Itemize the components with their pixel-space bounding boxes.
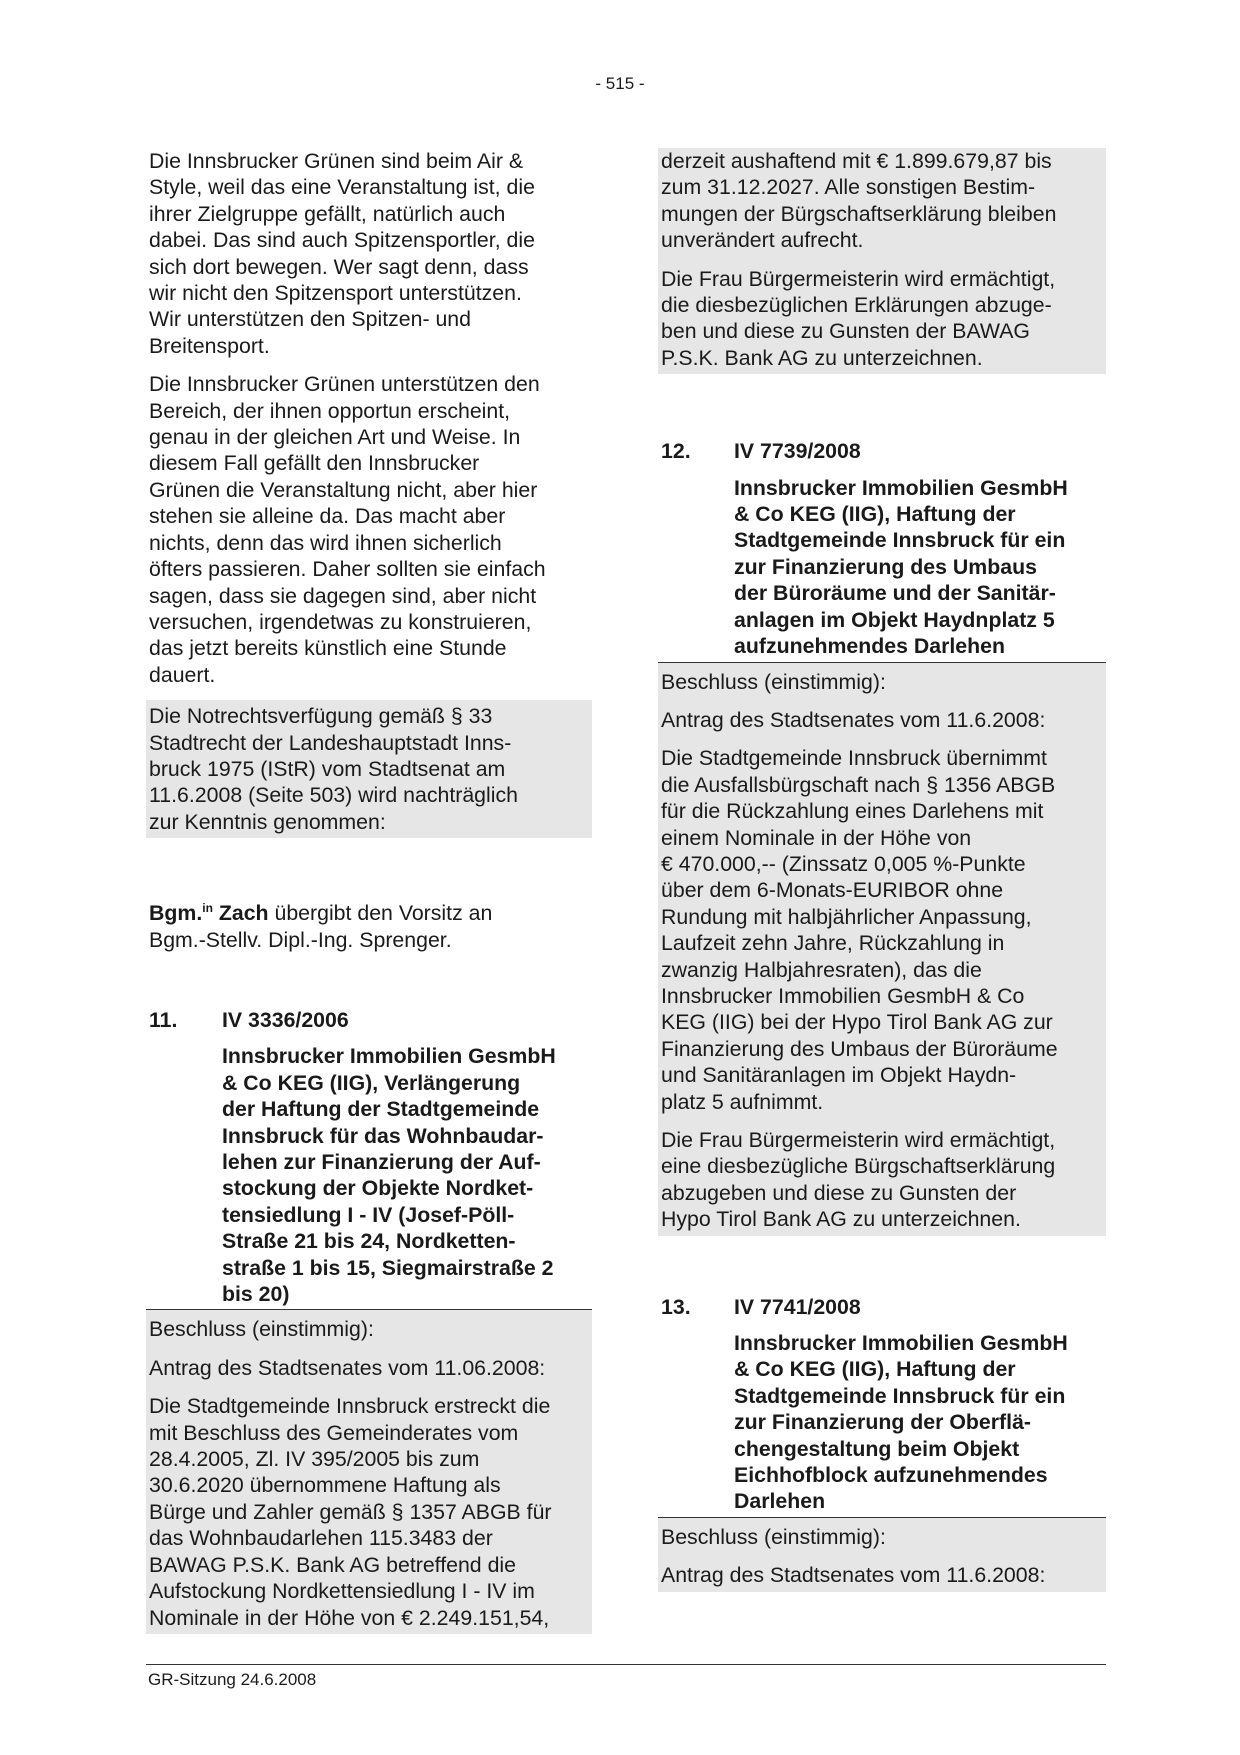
- item-11-head: [146, 1007, 592, 1033]
- item-12-decision-box: [658, 663, 1106, 1236]
- item-13-decision-box: [658, 1518, 1106, 1592]
- notrecht-box: [146, 700, 592, 838]
- item-13-head: [658, 1294, 1106, 1320]
- text-line: unverändert aufrecht.: [661, 228, 864, 253]
- text-line: Style, weil das eine Veranstaltung ist, die: [149, 175, 535, 200]
- text-line: das jetzt bereits künstlich eine Stunde: [149, 636, 507, 661]
- text-line: Nominale in der Höhe von € 2.249.151,54,: [149, 1605, 550, 1630]
- item-11: [146, 1007, 592, 1634]
- text-line: diesem Fall gefällt den Innsbrucker: [149, 451, 480, 476]
- text-line: stockung der Objekte Nordket-: [222, 1176, 534, 1201]
- text-line: Bürge und Zahler gemäß § 1357 ABGB für: [149, 1499, 552, 1524]
- text-line: für die Rückzahlung eines Darlehens mit: [661, 799, 1044, 824]
- text-line: zur Kenntnis genommen:: [149, 809, 386, 834]
- item-12-title: [658, 475, 1106, 663]
- text-line: nichts, denn das wird ihnen sicherlich: [149, 530, 502, 555]
- speech-paragraph-2: [146, 371, 592, 688]
- left-column: [146, 148, 592, 1634]
- handover-sup: in: [202, 901, 213, 916]
- text-line: Stadtrecht der Landeshauptstadt Inns-: [149, 730, 512, 755]
- text-line: Breitensport.: [149, 333, 270, 358]
- text-line: 28.4.2005, Zl. IV 395/2005 bis zum: [149, 1447, 480, 1472]
- right-column: [658, 148, 1106, 1592]
- text-line: zur Finanzierung der Oberflä-: [734, 1410, 1032, 1435]
- text-line: genau in der gleichen Art und Weise. In: [149, 425, 521, 450]
- text-line: Rundung mit halbjährlicher Anpassung,: [661, 904, 1032, 929]
- footer-rule: [146, 1664, 1106, 1665]
- item-13-title: [658, 1330, 1106, 1518]
- text-line: Die Stadtgemeinde Innsbruck übernimmt: [661, 746, 1047, 771]
- item-13-ref: IV 7741/2008: [734, 1294, 861, 1319]
- handover-name: Zach: [218, 901, 269, 926]
- handover-title: Bgm.: [149, 901, 203, 926]
- text-line: Innsbrucker Immobilien GesmbH: [734, 475, 1068, 500]
- text-line: Eichhofblock aufzunehmendes: [734, 1463, 1048, 1488]
- item-12: [658, 438, 1106, 1235]
- text-line: Stadtgemeinde Innsbruck für ein: [734, 528, 1066, 553]
- text-line: versuchen, irgendetwas zu konstruieren,: [149, 609, 532, 634]
- text-line: zwanzig Halbjahresraten), das die: [661, 957, 982, 982]
- text-line: dauert.: [149, 662, 216, 687]
- text-line: Innsbrucker Immobilien GesmbH: [222, 1044, 556, 1069]
- chair-handover: [146, 900, 592, 953]
- item-11-antrag: Antrag des Stadtsenates vom 11.06.2008:: [149, 1355, 546, 1380]
- text-line: Die Frau Bürgermeisterin wird ermächtigt,: [661, 1128, 1056, 1152]
- item-12-antrag: Antrag des Stadtsenates vom 11.6.2008:: [661, 707, 1046, 732]
- text-line: Darlehen: [734, 1489, 826, 1514]
- text-line: & Co KEG (IIG), Haftung der: [734, 502, 1016, 527]
- footer-session: GR-Sitzung 24.6.2008: [148, 1670, 317, 1689]
- item-11-text: [149, 1393, 589, 1631]
- text-line: Wir unterstützen den Spitzen- und: [149, 307, 471, 332]
- text-line: mit Beschluss des Gemeinderates vom: [149, 1420, 519, 1445]
- item-12-text: [661, 745, 1103, 1115]
- text-line: Grünen die Veranstaltung nicht, aber hier: [149, 477, 538, 502]
- text-line: P.S.K. Bank AG zu unterzeichnen.: [661, 345, 983, 370]
- item-11-beschluss: Beschluss (einstimmig):: [149, 1317, 374, 1342]
- item-11-ref: IV 3336/2006: [222, 1007, 349, 1032]
- handover-line2: Bgm.-Stellv. Dipl.-Ing. Sprenger.: [149, 927, 452, 952]
- continued-text-2: [661, 266, 1103, 372]
- text-line: Bereich, der ihnen opportun erscheint,: [149, 398, 511, 423]
- text-line: bis 20): [222, 1282, 290, 1307]
- item-11-title: [146, 1043, 592, 1310]
- item-13-number: 13.: [661, 1294, 691, 1319]
- text-line: zur Finanzierung des Umbaus: [734, 554, 1037, 579]
- text-line: stehen sie alleine da. Das macht aber: [149, 504, 506, 529]
- text-line: Innsbruck für das Wohnbaudar-: [222, 1123, 544, 1148]
- item-12-text-2: [661, 1127, 1103, 1233]
- text-line: und Sanitäranlagen im Objekt Haydn-: [661, 1063, 1017, 1088]
- text-line: Die Innsbrucker Grünen sind beim Air &: [149, 149, 524, 173]
- item-12-number: 12.: [661, 439, 691, 464]
- text-line: € 470.000,-- (Zinssatz 0,005 %-Punkte: [661, 851, 1026, 876]
- text-line: Laufzeit zehn Jahre, Rückzahlung in: [661, 931, 1005, 956]
- item-11-number: 11.: [149, 1007, 178, 1032]
- text-line: anlagen im Objekt Haydnplatz 5: [734, 607, 1055, 632]
- text-line: der Haftung der Stadtgemeinde: [222, 1097, 540, 1122]
- text-line: öfters passieren. Daher sollten sie einfach: [149, 557, 546, 582]
- text-line: 11.6.2008 (Seite 503) wird nachträglich: [149, 783, 518, 808]
- text-line: & Co KEG (IIG), Verlängerung: [222, 1070, 521, 1095]
- text-line: die Ausfallsbürgschaft nach § 1356 ABGB: [661, 772, 1056, 797]
- text-line: BAWAG P.S.K. Bank AG betreffend die: [149, 1552, 516, 1577]
- text-line: wir nicht den Spitzensport unterstützen.: [149, 281, 522, 306]
- handover-rest: übergibt den Vorsitz an: [274, 901, 493, 926]
- item-11-decision-box: [146, 1310, 592, 1633]
- text-line: der Büroräume und der Sanitär-: [734, 581, 1056, 606]
- text-line: Straße 21 bis 24, Nordketten-: [222, 1229, 516, 1254]
- continued-box: [658, 148, 1106, 374]
- text-line: & Co KEG (IIG), Haftung der: [734, 1357, 1016, 1382]
- text-line: dabei. Das sind auch Spitzensportler, die: [149, 228, 535, 253]
- text-line: die diesbezüglichen Erklärungen abzuge-: [661, 293, 1052, 318]
- item-13-antrag: Antrag des Stadtsenates vom 11.6.2008:: [661, 1563, 1046, 1588]
- text-line: sich dort bewegen. Wer sagt denn, dass: [149, 254, 529, 279]
- notrecht-text: [149, 703, 589, 835]
- item-12-head: [658, 438, 1106, 464]
- text-line: derzeit aushaftend mit € 1.899.679,87 bis: [661, 149, 1052, 173]
- text-line: tensiedlung I - IV (Josef-Pöll-: [222, 1202, 515, 1227]
- text-line: Die Innsbrucker Grünen unterstützen den: [149, 372, 540, 397]
- text-line: mungen der Bürgschaftserklärung bleiben: [661, 201, 1057, 226]
- text-line: Die Stadtgemeinde Innsbruck erstreckt die: [149, 1394, 551, 1419]
- text-line: Hypo Tirol Bank AG zu unterzeichnen.: [661, 1207, 1021, 1232]
- text-line: Innsbrucker Immobilien GesmbH & Co: [661, 983, 1025, 1008]
- text-line: lehen zur Finanzierung der Auf-: [222, 1150, 541, 1174]
- text-line: ihrer Zielgruppe gefällt, natürlich auch: [149, 201, 506, 226]
- text-line: platz 5 aufnimmt.: [661, 1089, 824, 1114]
- item-12-beschluss: Beschluss (einstimmig):: [661, 669, 886, 694]
- text-line: zum 31.12.2027. Alle sonstigen Bestim-: [661, 175, 1036, 200]
- text-line: einem Nominale in der Höhe von: [661, 825, 972, 850]
- text-line: ben und diese zu Gunsten der BAWAG: [661, 319, 1030, 344]
- text-line: Aufstockung Nordkettensiedlung I - IV im: [149, 1579, 535, 1604]
- item-12-ref: IV 7739/2008: [734, 439, 861, 464]
- text-line: sagen, dass sie dagegen sind, aber nicht: [149, 583, 537, 608]
- continued-text: [661, 148, 1103, 254]
- text-line: Finanzierung des Umbaus der Büroräume: [661, 1036, 1058, 1061]
- text-line: eine diesbezügliche Bürgschaftserklärung: [661, 1154, 1056, 1179]
- text-line: bruck 1975 (IStR) vom Stadtsenat am: [149, 756, 506, 781]
- text-line: Die Notrechtsverfügung gemäß § 33: [149, 704, 493, 729]
- text-line: über dem 6-Monats-EURIBOR ohne: [661, 878, 1004, 903]
- text-line: Innsbrucker Immobilien GesmbH: [734, 1331, 1068, 1356]
- item-13: [658, 1294, 1106, 1592]
- text-line: aufzunehmendes Darlehen: [734, 634, 1006, 659]
- text-line: 30.6.2020 übernommene Haftung als: [149, 1473, 501, 1498]
- speech-paragraph-1: [146, 148, 592, 359]
- item-13-beschluss: Beschluss (einstimmig):: [661, 1524, 886, 1549]
- text-line: Stadtgemeinde Innsbruck für ein: [734, 1383, 1066, 1408]
- text-line: KEG (IIG) bei der Hypo Tirol Bank AG zur: [661, 1010, 1053, 1035]
- text-line: chengestaltung beim Objekt: [734, 1436, 1020, 1461]
- text-line: Die Frau Bürgermeisterin wird ermächtigt,: [661, 266, 1056, 291]
- text-line: abzugeben und diese zu Gunsten der: [661, 1180, 1017, 1205]
- text-line: das Wohnbaudarlehen 115.3483 der: [149, 1526, 493, 1551]
- page-number: - 515 -: [595, 74, 645, 93]
- text-line: straße 1 bis 15, Siegmairstraße 2: [222, 1255, 554, 1280]
